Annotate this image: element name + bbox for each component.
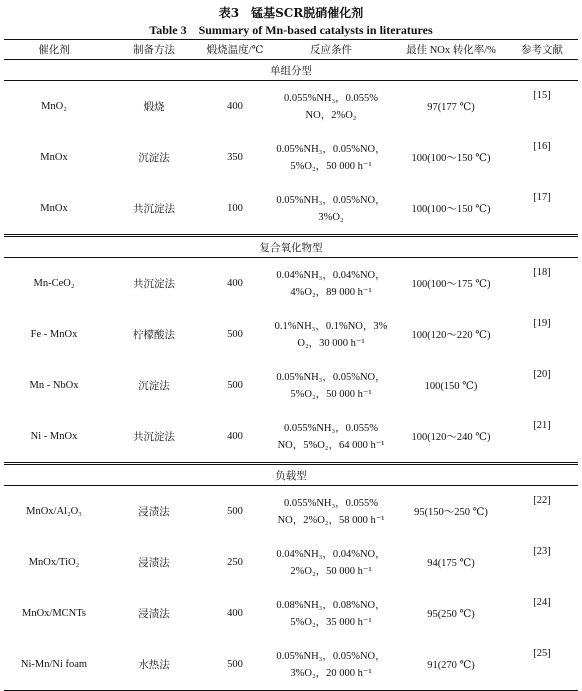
temp-cell: 100: [227, 203, 243, 214]
conditions-line-1: 0.04%NH₃，0.04%NO，: [276, 548, 386, 560]
conditions-line-2: 3%O₂: [318, 211, 344, 223]
conditions-line-1: 0.055%NH₃，0.055%: [283, 422, 379, 434]
conditions-line-1: 0.08%NH₃，0.08%NO，: [276, 599, 386, 611]
conditions-line-1: 0.055%NH₃，0.055%: [283, 497, 379, 509]
catalyst-cell: Ni-Mn/Ni foam: [4, 639, 104, 691]
method-cell: 柠檬酸法: [133, 330, 175, 341]
reference-cell: [20]: [533, 369, 551, 380]
conditions-line-2: 4%O₂，89 000 h⁻¹: [290, 286, 372, 298]
conditions-cell: [266, 360, 396, 411]
table-row: [4, 183, 578, 236]
conditions-cell: [266, 258, 396, 310]
conditions-line-2: 3%O₂，20 000 h⁻¹: [290, 667, 372, 679]
reference-cell: [23]: [533, 546, 551, 557]
section-row: [4, 60, 578, 81]
conditions-line-1: 0.1%NH₃，0.1%NO，3%: [274, 320, 388, 332]
catalyst-cell: MnOx/MCNTs: [21, 608, 87, 619]
conditions-line-2: NO，2%O₂，58 000 h⁻¹: [277, 514, 385, 526]
conversion-cell: 97(177 ℃): [427, 101, 475, 113]
method-cell: 共沉淀法: [133, 432, 175, 443]
method-cell: 浸渍法: [138, 558, 170, 569]
conversion-cell: 100(100～175 ℃): [411, 279, 491, 290]
temp-cell: 400: [227, 608, 243, 619]
reference-cell: [25]: [506, 639, 578, 691]
conditions-line-1: 0.05%NH₃，0.05%NO，: [276, 143, 386, 155]
table-body: [4, 60, 578, 691]
header-method: 制备方法: [104, 40, 204, 60]
conditions-line-2: 5%O₂，35 000 h⁻¹: [290, 616, 372, 628]
conversion-cell: 95(150～250 ℃): [414, 507, 488, 518]
conversion-cell: 100(120～240 ℃): [411, 432, 491, 443]
table-row: [4, 588, 578, 639]
table-row: [4, 258, 578, 310]
temp-cell: 400: [227, 278, 243, 289]
conditions-cell: [266, 639, 396, 691]
table-row: [4, 360, 578, 411]
header-reference: 参考文献: [506, 40, 578, 60]
conditions-cell: [266, 486, 396, 538]
catalyst-cell: Mn - NbOx: [29, 380, 79, 391]
conversion-cell: 100(100～150 ℃): [411, 153, 491, 164]
conditions-line-1: 0.05%NH₃，0.05%NO，: [276, 194, 386, 206]
temp-cell: 250: [227, 557, 243, 568]
temp-cell: 500: [227, 329, 243, 340]
table-row: [4, 411, 578, 464]
conditions-line-2: 5%O₂，50 000 h⁻¹: [290, 388, 372, 400]
temp-cell: 350: [227, 152, 243, 163]
conditions-line-2: 2%O₂，50 000 h⁻¹: [290, 565, 372, 577]
conversion-cell: 100(120～220 ℃): [411, 330, 491, 341]
conversion-cell: 95(250 ℃): [427, 608, 475, 620]
table-row: [4, 486, 578, 538]
temp-cell: 500: [227, 380, 243, 391]
table-row: [4, 537, 578, 588]
catalyst-cell: MnOx/TiO₂: [28, 557, 80, 568]
table-row: [4, 309, 578, 360]
temp-cell: 400: [227, 431, 243, 442]
table-row: [4, 639, 578, 691]
conditions-line-1: 0.05%NH₃，0.05%NO，: [276, 650, 386, 662]
catalyst-cell: Ni - MnOx: [30, 431, 78, 442]
catalyst-table: [4, 39, 578, 691]
method-cell: 共沉淀法: [133, 279, 175, 290]
reference-cell: [22]: [533, 495, 551, 506]
conversion-cell: 100(100～150 ℃): [411, 204, 491, 215]
method-cell: 浸渍法: [138, 507, 170, 518]
catalyst-cell: Fe - MnOx: [30, 329, 78, 340]
conditions-line-2: NO，2%O₂: [305, 109, 357, 121]
reference-cell: [17]: [533, 192, 551, 203]
conditions-line-1: 0.05%NH₃，0.05%NO，: [276, 371, 386, 383]
section-label: 负载型: [4, 464, 578, 486]
temp-cell: 400: [227, 101, 243, 112]
method-cell: 沉淀法: [138, 381, 170, 392]
conditions-cell: [266, 132, 396, 183]
reference-cell: [16]: [533, 141, 551, 152]
table-row: [4, 81, 578, 133]
temp-cell: 500: [204, 639, 266, 691]
conditions-line-1: 0.04%NH₃，0.04%NO，: [276, 269, 386, 281]
method-cell: 共沉淀法: [133, 204, 175, 215]
reference-cell: [19]: [533, 318, 551, 329]
method-cell: 沉淀法: [138, 153, 170, 164]
conditions-cell: [266, 81, 396, 133]
table-row: [4, 132, 578, 183]
section-row: [4, 464, 578, 486]
conditions-line-2: 5%O₂，50 000 h⁻¹: [290, 160, 372, 172]
header-catalyst: 催化剂: [4, 40, 104, 60]
conditions-cell: [266, 183, 396, 236]
catalyst-cell: MnOx/Al₂O₃: [26, 506, 82, 517]
header-conversion: 最佳 NOx 转化率/%: [396, 40, 506, 60]
conditions-line-1: 0.055%NH₃，0.055%: [283, 92, 379, 104]
reference-cell: [21]: [533, 420, 551, 431]
section-label: 单组分型: [4, 60, 578, 81]
conversion-cell: 100(150 ℃): [424, 380, 478, 392]
reference-cell: [24]: [533, 597, 551, 608]
method-cell: 水热法: [104, 639, 204, 691]
method-cell: 煅烧: [143, 102, 165, 113]
catalyst-cell: MnO₂: [41, 101, 67, 112]
reference-cell: [15]: [533, 90, 551, 101]
conditions-cell: [266, 309, 396, 360]
temp-cell: 500: [227, 506, 243, 517]
table-title-cn: 表3 锰基SCR脱硝催化剂: [218, 6, 364, 20]
conversion-cell: 91(270 ℃): [396, 639, 506, 691]
section-row: [4, 236, 578, 258]
conditions-cell: [266, 537, 396, 588]
header-row: [4, 40, 578, 60]
header-temp: 煅烧温度/℃: [204, 40, 266, 60]
conditions-line-2: O₂，30 000 h⁻¹: [297, 337, 365, 349]
conditions-cell: [266, 411, 396, 464]
section-label: 复合氧化物型: [4, 236, 578, 258]
table-title-en: Table 3 Summary of Mn-based catalysts in literatures: [149, 23, 433, 37]
catalyst-cell: MnOx: [40, 152, 68, 163]
reference-cell: [18]: [533, 267, 551, 278]
conversion-cell: 94(175 ℃): [427, 557, 475, 569]
catalyst-cell: MnOx: [40, 203, 68, 214]
header-conditions: 反应条件: [266, 40, 396, 60]
method-cell: 浸渍法: [138, 609, 170, 620]
conditions-cell: [266, 588, 396, 639]
conditions-line-2: NO，5%O₂，64 000 h⁻¹: [277, 439, 385, 451]
catalyst-cell: Mn-CeO₂: [33, 278, 75, 289]
